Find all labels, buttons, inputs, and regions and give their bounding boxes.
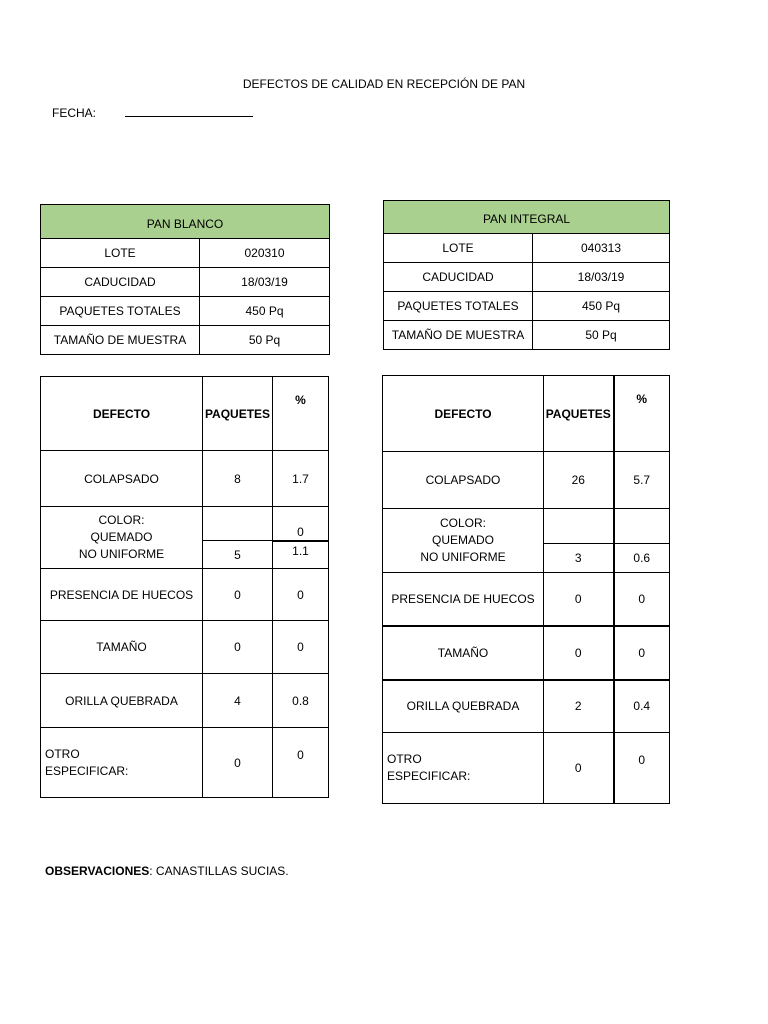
especificar-line: ESPECIFICAR: xyxy=(387,769,471,783)
especificar-line: ESPECIFICAR: xyxy=(45,763,129,778)
defect-paquetes: 0 xyxy=(203,728,273,798)
defect-paquetes: 0 xyxy=(203,621,273,674)
otro-line: OTRO xyxy=(387,752,422,766)
defect-pct: 0.4 xyxy=(614,680,670,733)
defect-pct: 0 xyxy=(273,728,329,798)
fecha-input-line[interactable] xyxy=(125,116,253,117)
color-defect-label xyxy=(41,507,203,569)
quemado-line: QUEMADO xyxy=(431,533,494,547)
defect-paquetes: 0 xyxy=(544,626,614,680)
col-pct-header: % xyxy=(614,376,670,452)
no-uniforme-pct: 0.6 xyxy=(614,544,670,573)
defect-label: PRESENCIA DE HUECOS xyxy=(41,569,203,621)
pan-blanco-defects-table xyxy=(40,376,329,798)
no-uniforme-line: NO UNIFORME xyxy=(78,547,165,561)
defect-label: COLAPSADO xyxy=(41,451,203,507)
fecha-label: FECHA: xyxy=(52,106,97,120)
defect-pct: 0 xyxy=(273,621,329,674)
info-label: TAMAÑO DE MUESTRA xyxy=(41,326,200,355)
otro-line: OTRO xyxy=(45,746,80,761)
defect-pct: 0 xyxy=(273,569,329,621)
defect-paquetes: 0 xyxy=(544,733,614,804)
quemado-paquetes xyxy=(544,509,614,544)
info-value: 450 Pq xyxy=(200,297,330,326)
info-label: CADUCIDAD xyxy=(384,263,533,292)
no-uniforme-pct: 1.1 xyxy=(273,541,329,569)
defect-pct: 0 xyxy=(614,626,670,680)
info-value: 040313 xyxy=(533,234,670,263)
defect-paquetes: 4 xyxy=(203,674,273,728)
info-label: CADUCIDAD xyxy=(41,268,200,297)
info-value: 18/03/19 xyxy=(200,268,330,297)
info-value: 450 Pq xyxy=(533,292,670,321)
col-paquetes-header: PAQUETES xyxy=(203,377,273,451)
color-line: COLOR: xyxy=(98,513,145,527)
col-defecto-header: DEFECTO xyxy=(383,376,544,452)
quemado-pct: 0 xyxy=(273,507,329,541)
info-label: PAQUETES TOTALES xyxy=(41,297,200,326)
defect-pct: 5.7 xyxy=(614,452,670,509)
pan-integral-info-table xyxy=(383,200,670,350)
defect-label: PRESENCIA DE HUECOS xyxy=(383,573,544,626)
info-label: LOTE xyxy=(384,234,533,263)
defect-paquetes: 0 xyxy=(203,569,273,621)
pan-integral-header: PAN INTEGRAL xyxy=(384,201,670,234)
no-uniforme-paquetes: 3 xyxy=(544,544,614,573)
defect-label: TAMAÑO xyxy=(383,626,544,680)
pan-integral-defects-table xyxy=(382,375,670,804)
info-label: LOTE xyxy=(41,239,200,268)
no-uniforme-line: NO UNIFORME xyxy=(420,550,506,564)
defect-pct: 1.7 xyxy=(273,451,329,507)
otro-defect-label xyxy=(41,728,203,798)
observaciones xyxy=(45,864,289,878)
col-paquetes-header: PAQUETES xyxy=(544,376,614,452)
pan-blanco-info-table xyxy=(40,204,330,355)
quemado-pct xyxy=(614,509,670,544)
quemado-line: QUEMADO xyxy=(90,530,153,544)
defect-paquetes: 2 xyxy=(544,680,614,733)
defect-paquetes: 8 xyxy=(203,451,273,507)
info-label: TAMAÑO DE MUESTRA xyxy=(384,321,533,350)
info-value: 18/03/19 xyxy=(533,263,670,292)
defect-label: TAMAÑO xyxy=(41,621,203,674)
info-value: 020310 xyxy=(200,239,330,268)
document-title: DEFECTOS DE CALIDAD EN RECEPCIÓN DE PAN xyxy=(242,77,526,91)
quemado-paquetes xyxy=(203,507,273,541)
defect-pct: 0 xyxy=(614,733,670,804)
defect-pct: 0.8 xyxy=(273,674,329,728)
defect-paquetes: 0 xyxy=(544,573,614,626)
otro-defect-label xyxy=(383,733,544,804)
observaciones-text: : CANASTILLAS SUCIAS. xyxy=(149,864,289,878)
defect-paquetes: 26 xyxy=(544,452,614,509)
color-defect-label xyxy=(383,509,544,573)
info-value: 50 Pq xyxy=(533,321,670,350)
observaciones-label: OBSERVACIONES xyxy=(45,864,150,878)
pan-blanco-header: PAN BLANCO xyxy=(41,205,330,239)
no-uniforme-paquetes: 5 xyxy=(203,541,273,569)
col-pct-header: % xyxy=(273,377,329,451)
defect-label: ORILLA QUEBRADA xyxy=(41,674,203,728)
color-line: COLOR: xyxy=(439,516,486,530)
info-value: 50 Pq xyxy=(200,326,330,355)
defect-label: ORILLA QUEBRADA xyxy=(383,680,544,733)
info-label: PAQUETES TOTALES xyxy=(384,292,533,321)
col-defecto-header: DEFECTO xyxy=(41,377,203,451)
defect-label: COLAPSADO xyxy=(383,452,544,509)
defect-pct: 0 xyxy=(614,573,670,626)
